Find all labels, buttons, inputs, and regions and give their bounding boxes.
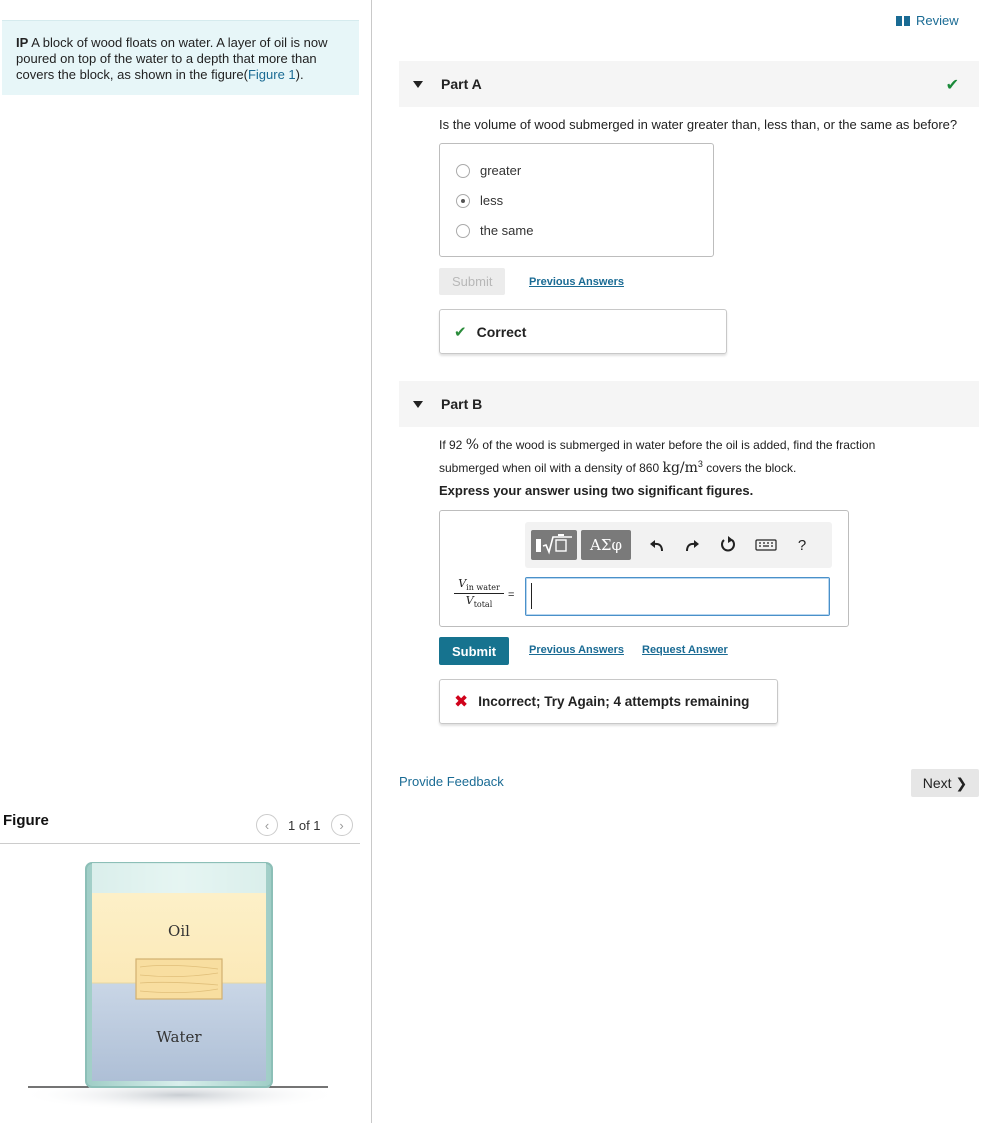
part-a-feedback <box>439 309 727 354</box>
pager-count: 1 of 1 <box>288 817 321 833</box>
question-text: covers the block. <box>702 461 797 475</box>
redo-icon <box>684 537 700 553</box>
chevron-right-icon: › <box>339 817 344 833</box>
left-column <box>0 0 372 1123</box>
undo-icon <box>649 537 665 553</box>
part-a-submit-button[interactable]: Submit <box>439 268 505 295</box>
oil-label: Oil <box>168 922 190 940</box>
answer-input[interactable] <box>525 577 830 616</box>
part-a-feedback-text: Correct <box>476 323 527 340</box>
redo-button[interactable] <box>682 537 702 553</box>
option-greater[interactable] <box>456 163 521 178</box>
request-answer-link[interactable]: Request Answer <box>642 644 728 656</box>
part-b-question <box>439 436 875 478</box>
figure-pager <box>256 814 353 836</box>
provide-feedback-link[interactable]: Provide Feedback <box>399 774 504 789</box>
keyboard-icon <box>755 538 777 552</box>
reset-button[interactable] <box>718 536 738 554</box>
templates-button[interactable] <box>531 530 577 560</box>
option-label: greater <box>480 163 522 178</box>
question-text: If 92 <box>439 438 463 452</box>
part-a-options <box>439 143 714 257</box>
caret-down-icon <box>413 401 423 408</box>
question-text: submerged when oil with a density of 860 <box>439 461 663 475</box>
radio-less[interactable] <box>456 194 470 208</box>
chevron-left-icon: ‹ <box>264 817 270 833</box>
figure-title: Figure <box>3 812 49 829</box>
option-the-same[interactable] <box>456 223 533 238</box>
book-icon <box>896 16 910 26</box>
problem-statement <box>2 20 359 95</box>
problem-text: A block of wood floats on water. A layer of oil is now poured on top of the water to a depth that more than covers the block, as shown in the figure( <box>16 35 328 82</box>
x-mark-icon: ✖ <box>454 691 469 711</box>
next-label: Next <box>922 775 952 791</box>
reset-icon <box>719 536 737 554</box>
part-b-feedback <box>439 679 778 724</box>
figure-link[interactable]: Figure 1 <box>247 67 296 82</box>
keyboard-button[interactable] <box>754 538 778 552</box>
part-b-answer-box <box>439 510 849 627</box>
denominator-subscript: total <box>473 600 493 610</box>
unit-exponent: 3 <box>697 459 703 469</box>
fraction-denominator: V <box>465 594 474 608</box>
problem-suffix: ). <box>295 67 304 82</box>
option-less[interactable] <box>456 193 503 208</box>
next-button[interactable] <box>911 769 979 797</box>
radical-template-icon <box>534 534 574 556</box>
text-cursor <box>531 583 532 609</box>
caret-down-icon <box>413 81 423 88</box>
numerator-subscript: in water <box>466 583 500 593</box>
radio-greater[interactable] <box>456 164 470 178</box>
part-b-feedback-text: Incorrect; Try Again; 4 attempts remaining <box>478 694 750 709</box>
wood-block <box>136 959 222 999</box>
column-divider <box>371 0 372 1123</box>
math-toolbar <box>525 522 832 568</box>
checkmark-icon: ✔ <box>945 77 959 94</box>
option-label: less <box>480 193 504 208</box>
part-a-previous-answers-link[interactable]: Previous Answers <box>529 276 624 288</box>
question-text: of the wood is submerged in water before the oil is added, find the fraction <box>479 438 876 452</box>
radio-the-same[interactable] <box>456 224 470 238</box>
part-a-header[interactable] <box>399 61 979 107</box>
option-label: the same <box>480 223 534 238</box>
fraction-numerator: V <box>458 577 467 590</box>
part-b-title: Part B <box>441 396 483 412</box>
help-button[interactable]: ? <box>797 536 807 554</box>
figure-header <box>0 808 360 844</box>
part-a-title: Part A <box>441 76 482 92</box>
review-label: Review <box>916 13 959 28</box>
density-unit: kg/m <box>662 460 698 476</box>
water-label: Water <box>156 1028 202 1046</box>
fraction-label <box>454 577 504 609</box>
chevron-right-icon: ❯ <box>955 774 968 791</box>
undo-button[interactable] <box>647 537 667 553</box>
figure-beaker-illustration <box>20 855 340 1115</box>
greek-symbols-button[interactable]: ΑΣφ <box>581 530 631 560</box>
part-b-header[interactable] <box>399 381 979 427</box>
part-a-question: Is the volume of wood submerged in water greater than, less than, or the same as before? <box>439 117 958 132</box>
next-figure-button[interactable] <box>331 814 353 836</box>
part-b-previous-answers-link[interactable]: Previous Answers <box>529 644 624 656</box>
percent-symbol: % <box>465 437 480 453</box>
equals-sign: = <box>508 589 515 601</box>
review-link[interactable] <box>896 13 959 28</box>
part-b-submit-button[interactable]: Submit <box>439 637 509 665</box>
prev-figure-button[interactable] <box>256 814 278 836</box>
problem-prefix: IP <box>16 35 29 50</box>
part-b-instruction: Express your answer using two significant figures. <box>439 483 754 498</box>
check-icon: ✔ <box>454 323 467 341</box>
